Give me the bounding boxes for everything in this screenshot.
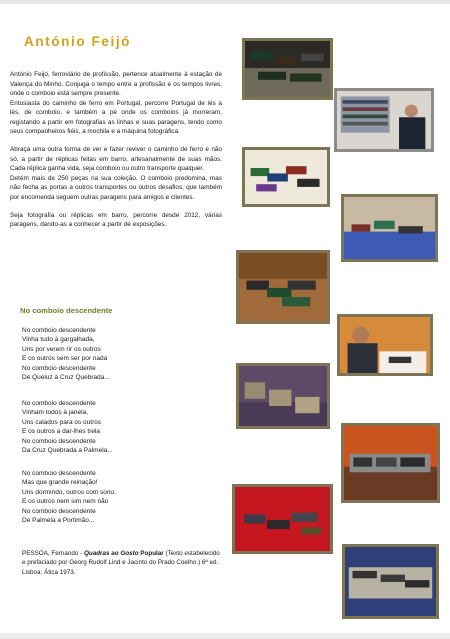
train-models-shelf-photo bbox=[242, 38, 333, 100]
colorful-train-replicas-photo bbox=[242, 147, 330, 207]
poem-line: No comboio descendente bbox=[22, 470, 96, 477]
poem-line: Vinham todos à janela, bbox=[22, 409, 89, 417]
bio-paragraph: Abraça uma outra forma de ver e fazer reviver o caminho de ferro e não só, a partir de réplicas feitas em barro, artesanalmente de suas mãos. Cada réplica ganha vida, seja comboio ou outro transporte qualquer. bbox=[10, 146, 222, 172]
poem-line: E os outros a dar-lhes trela bbox=[22, 428, 101, 436]
trains-on-stand-photo bbox=[342, 544, 439, 619]
poem-stanza bbox=[22, 326, 212, 382]
poem-line: E os outros nem sim nem não bbox=[22, 498, 109, 506]
page-bottom-edge bbox=[0, 633, 450, 639]
bio-paragraph: Seja fotografia ou réplicas em barro, percorre desde 2012, várias paragens, dando-as a conhecer a partir de exposições. bbox=[10, 211, 222, 228]
page-title: António Feijó bbox=[24, 34, 132, 49]
ref-dash: - bbox=[78, 550, 84, 557]
poem-stanza bbox=[22, 399, 212, 455]
poem-line: Uns calados para os outros bbox=[22, 418, 102, 426]
poem-line: No comboio descendente bbox=[22, 400, 96, 407]
poem-line: Uns dormindo, outros com sono, bbox=[22, 488, 116, 496]
bio-paragraph: Entusiasta do caminho de ferro em Portugal, percorre Portugal de lés a lés, de comboio, e também a pé onde os comboios já morreram, registando a partir em fotografias as linhas e suas paragens, tendo como seus companheiros fiéis, a mochila e a máquina fotográfica. bbox=[10, 99, 222, 135]
train-set-orange-wall-photo bbox=[341, 423, 440, 503]
ref-work: Quadras ao Gosto bbox=[83, 550, 139, 557]
bibliographic-reference bbox=[22, 549, 222, 577]
poem-line: E os outros sem ser por nada bbox=[22, 355, 108, 363]
ref-work-cont: Popular bbox=[138, 550, 164, 557]
poem-stanza bbox=[22, 469, 212, 525]
poem-line: No comboio descendente bbox=[22, 507, 96, 515]
poem-line: No comboio descendente bbox=[22, 327, 96, 334]
man-with-collection-photo bbox=[334, 88, 434, 152]
tram-replicas-photo bbox=[236, 363, 330, 429]
man-sculpting-photo bbox=[337, 314, 433, 376]
ref-author: PESSOA, Fernando bbox=[22, 550, 79, 557]
poem-line: No comboio descendente bbox=[22, 437, 96, 445]
poem-line: No comboio descendente bbox=[22, 364, 96, 372]
train-replicas-on-display-photo bbox=[341, 194, 438, 262]
ref-details: (Texto estabelecido e prefaciado por Georg Rudolf Lind e Jacinto do Prado Coelho.) 6ª ed. Lisboa: Ática 1973. bbox=[22, 550, 220, 576]
train-models-on-table-photo bbox=[236, 250, 330, 324]
poem-line: Uns por verem rir os outros bbox=[22, 345, 101, 353]
poem-line: De Queluz à Cruz Quebrada... bbox=[22, 374, 110, 382]
poem-title: No comboio descendente bbox=[20, 306, 113, 315]
bio-paragraph: António Feijó, ferroviário de profissão, pertence atualmente à estação de Valença do Minho. Conjuga o tempo entre a profissão e os tempos livres, onde o comboio está sempre presente. bbox=[10, 71, 222, 97]
bio-text bbox=[10, 70, 222, 230]
page-top-edge bbox=[0, 0, 450, 4]
poem-line: Vinha tudo à gargalhada, bbox=[22, 336, 95, 344]
models-on-red-cloth-photo bbox=[232, 484, 333, 554]
poem-line: Mas que grande reinação! bbox=[22, 479, 98, 487]
poem-line: Da Cruz Quebrada a Palmela... bbox=[22, 447, 113, 455]
poem-line: De Palmela a Portimão... bbox=[22, 517, 95, 525]
bio-paragraph: Detém mais de 250 peças na sua coleção. O comboio predomina, mas não fecha as portas a outros transportes ou outros desafios, que também por encomenda seguem outras paragens para amigos e clientes. bbox=[10, 174, 222, 201]
